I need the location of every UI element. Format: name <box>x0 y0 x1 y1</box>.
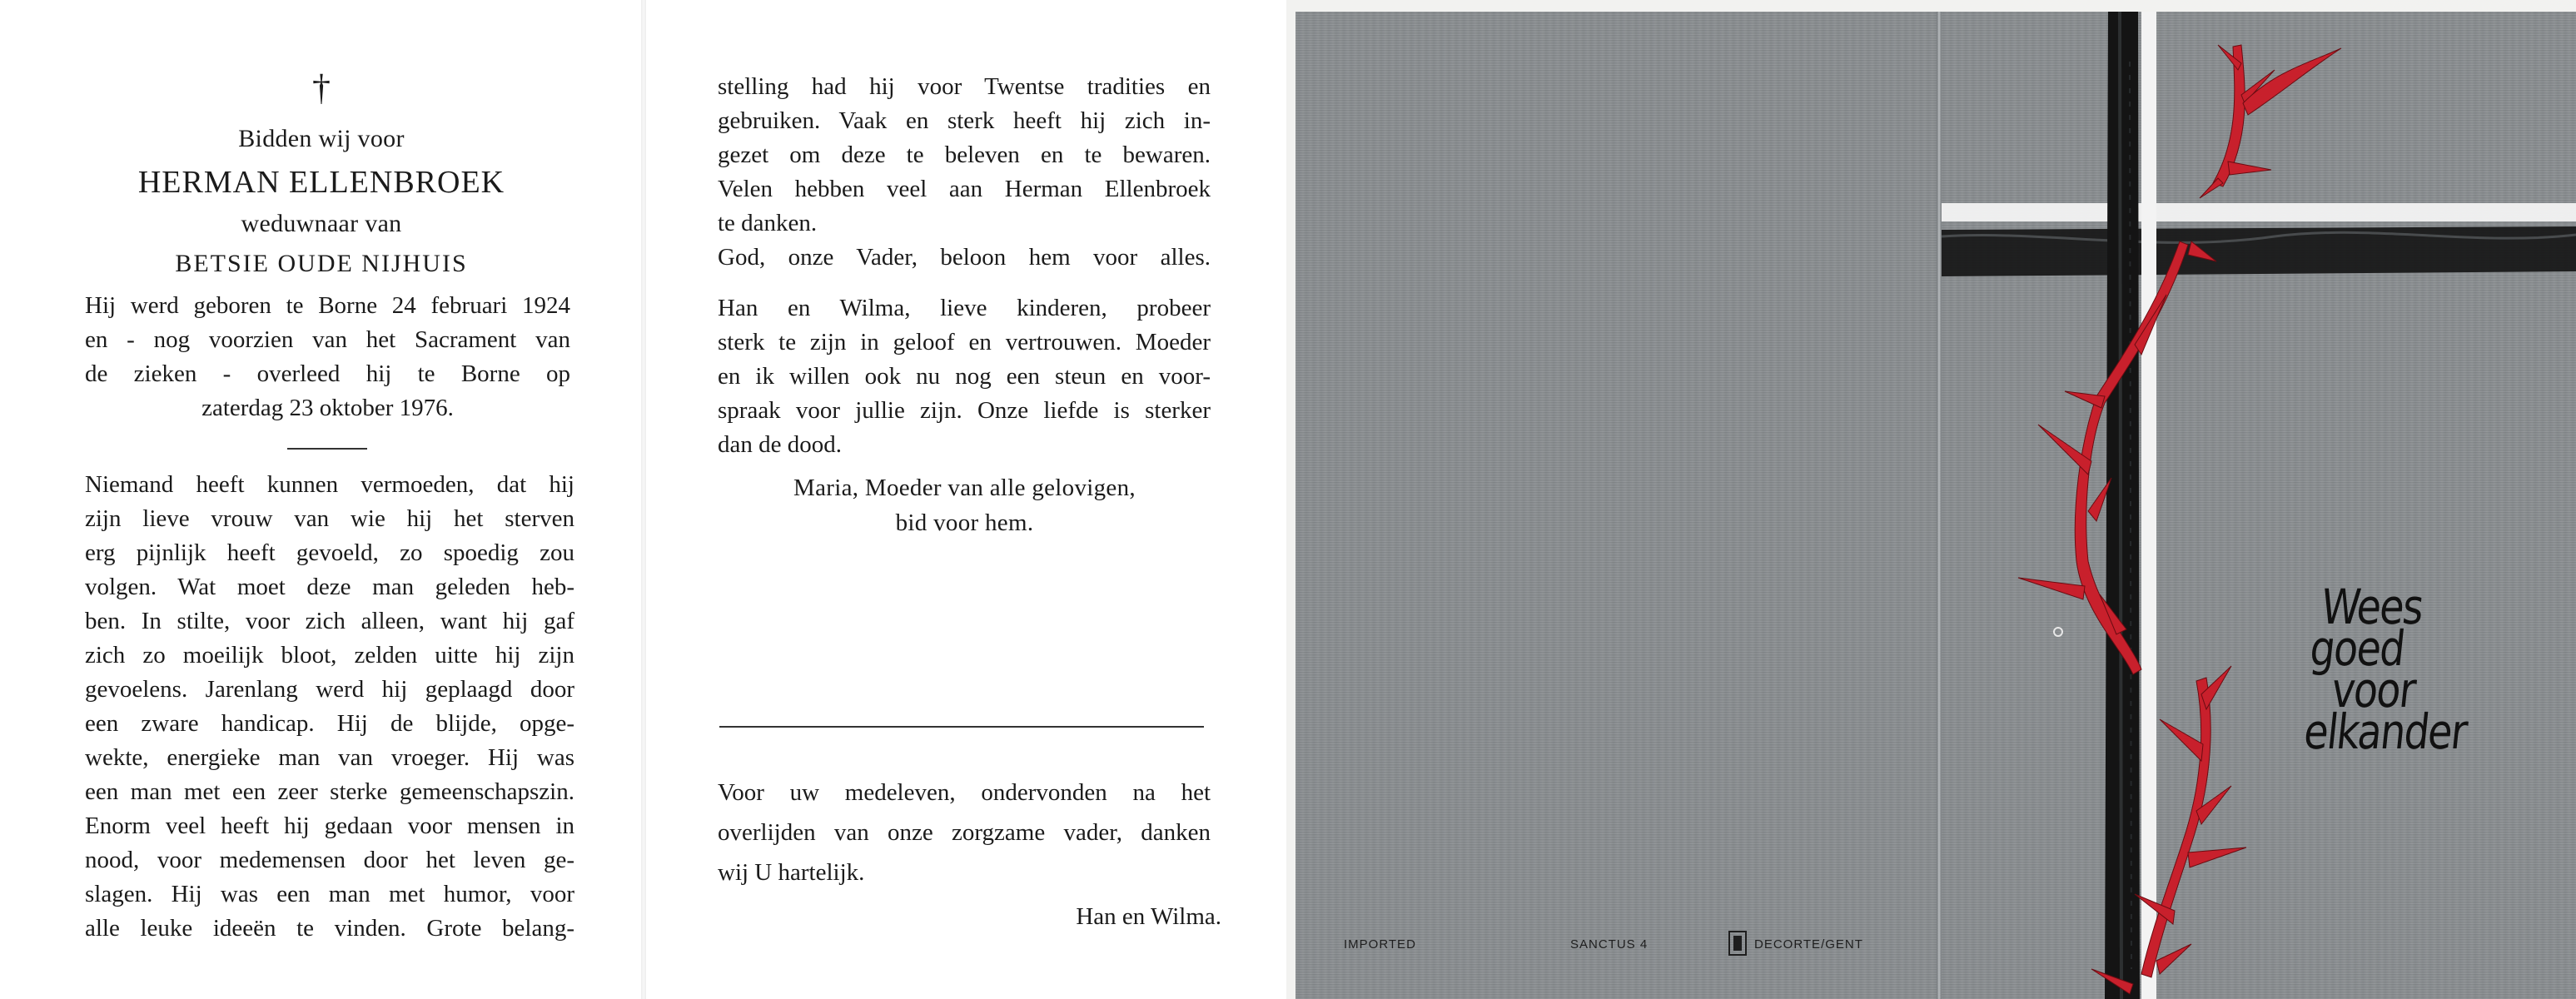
imported-label: IMPORTED <box>1344 937 1416 952</box>
children-paragraph <box>718 291 1211 462</box>
text-line: stelling had hij voor Twentse tradities en <box>718 73 1211 100</box>
cross-symbol: † <box>312 67 331 108</box>
text-line: gevoelens. Jarenlang werd hij geplaagd door <box>85 676 574 703</box>
biography-line: de zieken - overleed hij te Borne op <box>85 360 570 387</box>
separator-rule <box>287 448 367 450</box>
text-line: wekte, energieke man van vroeger. Hij was <box>85 744 574 771</box>
text-line: Voor uw medeleven, ondervonden na het <box>718 779 1211 806</box>
text-line: nood, voor medemensen door het leven ge- <box>85 847 574 873</box>
thanks-paragraph <box>718 773 1211 892</box>
text-line: te danken. <box>718 210 818 236</box>
biography-paragraph <box>85 289 570 425</box>
text-line: volgen. Wat moet deze man geleden heb- <box>85 574 574 600</box>
text-line: sterk te zijn in geloof en vertrouwen. Moeder <box>718 329 1211 355</box>
text-line: en ik willen ook nu nog een steun en voor- <box>718 363 1211 390</box>
text-line: alle leuke ideeën te vinden. Grote belang- <box>85 915 574 942</box>
motto-line: goed <box>2307 620 2407 677</box>
cross-white-vertical <box>2141 12 2156 999</box>
text-line: overlijden van onze zorgzame vader, danken <box>718 819 1211 846</box>
relation-text: weduwnaar van <box>241 210 402 237</box>
text-line: gezet om deze te beleven en te bewaren. <box>718 142 1211 168</box>
text-line: gebruiken. Vaak en sterk heeft hij zich in- <box>718 107 1211 134</box>
text-line: dan de dood. <box>718 431 842 458</box>
card-inside <box>0 0 1286 999</box>
biography-line: en - nog voorzien van het Sacrament van <box>85 326 570 353</box>
prayer-line: bid voor hem. <box>895 509 1034 536</box>
inside-right-panel <box>643 0 1286 999</box>
publisher-label: DECORTE/GENT <box>1754 937 1863 952</box>
text-line: slagen. Hij was een man met humor, voor <box>85 881 574 907</box>
deceased-name: HERMAN ELLENBROEK <box>137 165 505 200</box>
cross-artwork <box>1942 12 2576 999</box>
cover-motto <box>2301 579 2481 760</box>
card-cover <box>1295 12 2576 999</box>
cross-white-horizontal <box>1942 203 2576 221</box>
text-line: een zware handicap. Hij de blijde, opge- <box>85 710 574 737</box>
intro-text: Bidden wij voor <box>238 125 405 152</box>
text-line: Niemand heeft kunnen vermoeden, dat hij <box>85 471 574 498</box>
text-line: Han en Wilma, lieve kinderen, probeer <box>718 295 1211 321</box>
motto-line: Wees <box>2318 579 2425 635</box>
text-line: zijn lieve vrouw van wie hij het sterven <box>85 505 574 532</box>
text-line: wij U hartelijk. <box>718 859 865 886</box>
motto-line: voor <box>2329 662 2418 718</box>
thorn-branch-top <box>2200 45 2341 198</box>
text-line: erg pijnlijk heeft gevoeld, zo spoedig zou <box>85 539 574 566</box>
tribute-paragraph <box>85 468 574 946</box>
series-label: SANCTUS 4 <box>1570 937 1649 952</box>
text-line: spraak voor jullie zijn. Onze liefde is sterker <box>718 397 1211 424</box>
spouse-name: BETSIE OUDE NIJHUIS <box>175 250 468 277</box>
signature: Han en Wilma. <box>1076 903 1221 930</box>
text-line: Enorm veel heeft hij gedaan voor mensen in <box>85 813 574 839</box>
inside-left-panel <box>0 0 643 999</box>
blessing-line: God, onze Vader, beloon hem voor alles. <box>718 244 1211 271</box>
prayer-line: Maria, Moeder van alle gelovigen, <box>793 475 1136 501</box>
text-line: zich zo moeilijk bloot, zelden uitte hij zijn <box>85 642 574 668</box>
biography-line: Hij werd geboren te Borne 24 februari 1924 <box>85 292 570 319</box>
cross-dark-horizontal <box>1942 226 2576 276</box>
thanks-separator <box>719 726 1204 728</box>
text-line: een man met een zeer sterke gemeenschapszin. <box>85 778 574 805</box>
text-line: Velen hebben veel aan Herman Ellenbroek <box>718 176 1211 202</box>
biography-line: zaterdag 23 oktober 1976. <box>201 395 454 421</box>
motto-line: elkander <box>2301 703 2469 760</box>
continuation-paragraph <box>718 70 1211 275</box>
publisher-logo-icon <box>1728 931 1747 956</box>
text-line: ben. In stilte, voor zich alleen, want hij gaf <box>85 608 574 634</box>
